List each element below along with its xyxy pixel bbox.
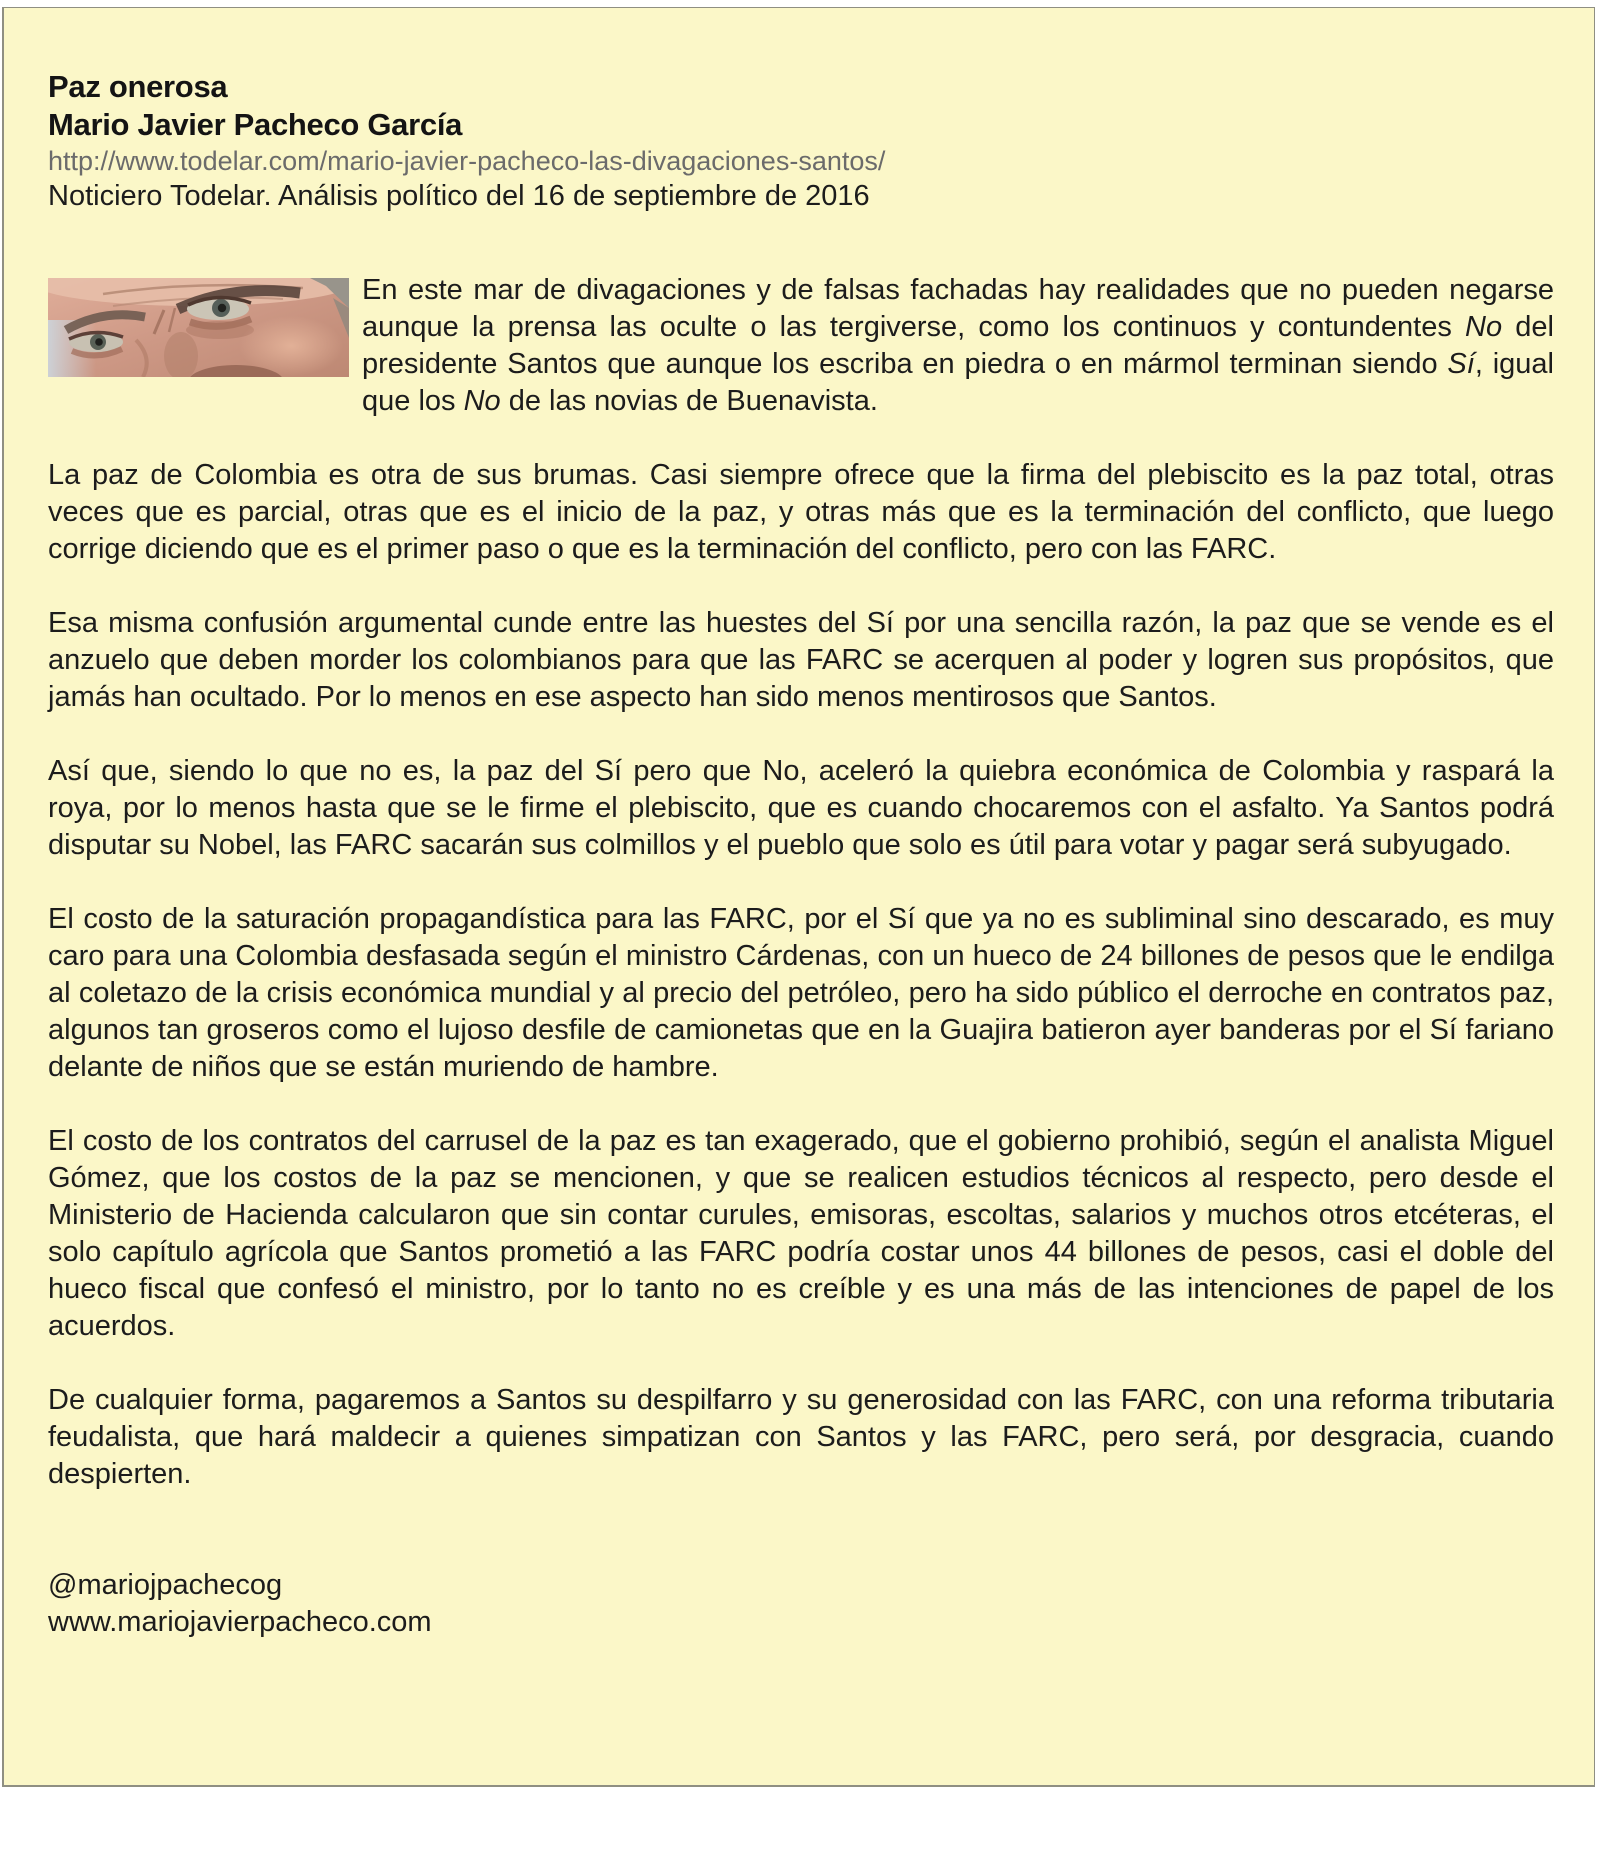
intro-segment: de las novias de Buenavista. (500, 385, 878, 417)
intro-segment: En este mar de divagaciones y de falsas fachadas hay realidades que no pueden negarse aunque la prensa las oculte o las tergiverse, como los continuos y contundentes (362, 274, 1554, 343)
intro-segment-italic-no: No (463, 385, 501, 417)
intro-row (48, 274, 1554, 420)
article-card (2, 7, 1595, 1787)
article-paragraph: Así que, siendo lo que no es, la paz del Sí pero que No, aceleró la quiebra económica de Colombia y raspará la roya, por lo menos hasta que se le firme el plebiscito, que es cuando chocaremos con el asfalto. Ya Santos podrá disputar su Nobel, las FARC sacarán sus colmillos y el pueblo que solo es útil para votar y pagar será subyugado. (48, 755, 1554, 861)
intro-segment-italic-no: No (1465, 311, 1503, 343)
intro-segment-italic-si: Sí (1447, 348, 1475, 380)
website-url: www.mariojavierpacheco.com (48, 1606, 432, 1638)
author-photo (48, 278, 349, 377)
article-paragraph: El costo de los contratos del carrusel de la paz es tan exagerado, que el gobierno prohibió, según el analista Miguel Gómez, que los costos de la paz se mencionen, y que se realicen estudios técnicos al respecto, pero desde el Ministerio de Hacienda calcularon que sin contar curules, emisoras, escoltas, salarios y muchos otros etcéteras, el solo capítulo agrícola que Santos prometió a las FARC podría costar unos 44 billones de pesos, casi el doble del hueco fiscal que confesó el ministro, por lo tanto no es creíble y es una más de las intenciones de papel de los acuerdos. (48, 1125, 1554, 1342)
article-paragraph: De cualquier forma, pagaremos a Santos su despilfarro y su generosidad con las FARC, con una reforma tributaria feudalista, que hará maldecir a quienes simpatizan con Santos y las FARC, pero será, por desgracia, cuando despierten. (48, 1384, 1554, 1490)
twitter-handle: @mariojpachecog (48, 1569, 283, 1601)
intro-segment: , igual que los (362, 348, 1554, 417)
article-paragraph: Esa misma confusión argumental cunde entre las huestes del Sí por una sencilla razón, la paz que se vende es el anzuelo que deben morder los colombianos para que las FARC se acerquen al poder y logren sus propósitos, que jamás han ocultado. Por lo menos en ese aspecto han sido menos mentirosos que Santos. (48, 607, 1554, 713)
article-url: http://www.todelar.com/mario-javier-pacheco-las-divagaciones-santos/ (48, 146, 886, 176)
article-footer (48, 1567, 1554, 1641)
intro-segment: del presidente Santos que aunque los escriba en piedra o en mármol terminan siendo (362, 311, 1554, 380)
intro-paragraph (362, 272, 1554, 420)
article-paragraph: El costo de la saturación propagandística para las FARC, por el Sí que ya no es subliminal sino descarado, es muy caro para una Colombia desfasada según el ministro Cárdenas, con un hueco de 24 billones de pesos que le endilga al coletazo de la crisis económica mundial y al precio del petróleo, pero ha sido público el derroche en contratos paz, algunos tan groseros como el lujoso desfile de camionetas que en la Guajira batieron ayer banderas por el Sí fariano delante de niños que se están muriendo de hambre. (48, 903, 1554, 1083)
author-photo-illustration (48, 278, 349, 377)
article-header (48, 68, 1554, 214)
article-title: Paz onerosa (48, 69, 228, 104)
article-source-line: Noticiero Todelar. Análisis político del 16 de septiembre de 2016 (48, 180, 870, 212)
article-author: Mario Javier Pacheco García (48, 107, 463, 142)
article-paragraph: La paz de Colombia es otra de sus brumas. Casi siempre ofrece que la firma del plebiscito es la paz total, otras veces que es parcial, otras que es el inicio de la paz, y otras más que es la terminación del conflicto, que luego corrige diciendo que es el primer paso o que es la terminación del conflicto, pero con las FARC. (48, 459, 1554, 565)
